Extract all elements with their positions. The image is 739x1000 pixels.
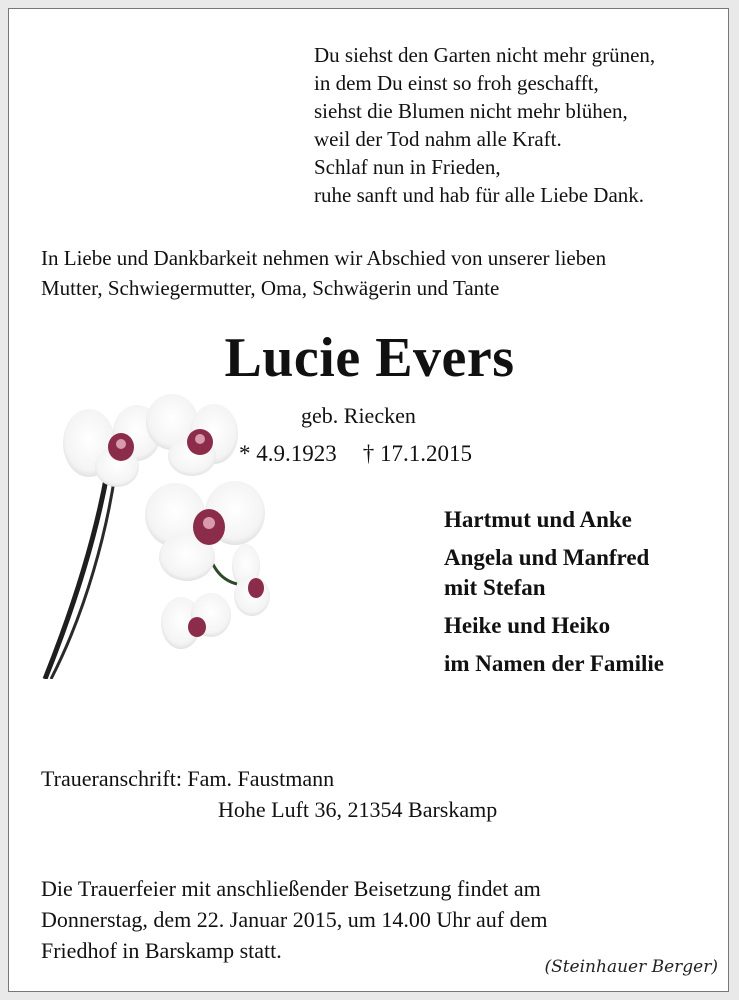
service-line: Die Trauerfeier mit anschließender Beisetzung findet am <box>41 876 541 901</box>
death-date: † 17.1.2015 <box>362 441 472 466</box>
family-line: Hartmut und Anke <box>444 507 632 532</box>
poem-line: Du siehst den Garten nicht mehr grünen, <box>314 43 656 67</box>
obituary-page <box>8 8 729 992</box>
intro-text <box>41 243 606 303</box>
orchid-image <box>37 379 277 679</box>
deceased-name: Lucie Evers <box>224 327 515 389</box>
stonemason-signature: (Steinhauer Berger) <box>544 957 718 977</box>
poem-line: Schlaf nun in Frieden, <box>314 155 501 179</box>
address-label: Traueranschrift: Fam. Faustmann <box>41 766 335 791</box>
intro-line: In Liebe und Dankbarkeit nehmen wir Abschied von unserer lieben <box>41 246 607 270</box>
family-line: Heike und Heiko <box>444 613 611 638</box>
service-line: Friedhof in Barskamp statt. <box>41 938 282 963</box>
born-name: geb. Riecken <box>301 403 416 428</box>
poem-line: siehst die Blumen nicht mehr blühen, <box>314 99 628 123</box>
poem-line: ruhe sanft und hab für alle Liebe Dank. <box>314 183 645 207</box>
birth-date: * 4.9.1923 <box>239 441 337 466</box>
poem <box>314 41 655 209</box>
address-street: Hohe Luft 36, 21354 Barskamp <box>218 797 498 822</box>
family-line: im Namen der Familie <box>444 651 664 676</box>
family-line: Angela und Manfred <box>444 545 650 570</box>
service-line: Donnerstag, dem 22. Januar 2015, um 14.00 Uhr auf dem <box>41 907 548 932</box>
poem-line: weil der Tod nahm alle Kraft. <box>314 127 562 151</box>
family-signatures <box>444 505 664 687</box>
intro-line: Mutter, Schwiegermutter, Oma, Schwägerin und Tante <box>41 276 500 300</box>
poem-line: in dem Du einst so froh geschafft, <box>314 71 599 95</box>
mourning-address <box>41 763 497 825</box>
family-line: mit Stefan <box>444 575 546 600</box>
funeral-service-info <box>41 873 548 966</box>
life-dates <box>239 441 472 467</box>
